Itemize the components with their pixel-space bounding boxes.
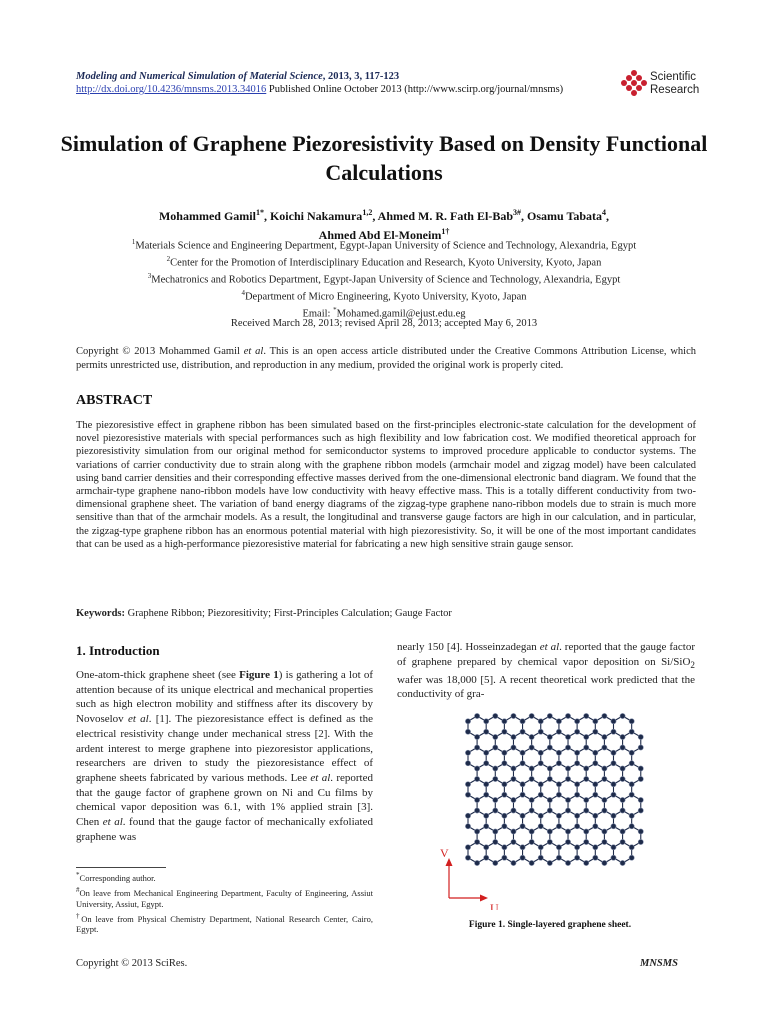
carbon-atom <box>484 855 489 860</box>
carbon-atom <box>556 729 561 734</box>
carbon-atom <box>484 750 489 755</box>
keywords-label: Keywords: <box>76 608 125 619</box>
carbon-atom <box>575 845 580 850</box>
author-list: Mohammed Gamil$^{1*}$, Koichi Nakamura$^{1,2}$, Ahmed M. R. Fath El-Bab$^{3\#}$, Osamu Tabata$^4$, Ahmed Abd El-Moneim$^{1\dagger}$ <box>158 208 610 242</box>
carbon-atom <box>620 745 625 750</box>
carbon-atom <box>602 766 607 771</box>
carbon-atom <box>602 745 607 750</box>
carbon-atom <box>638 808 643 813</box>
carbon-atom <box>529 829 534 834</box>
logo-text-line2: Research <box>650 84 700 96</box>
carbon-atom <box>474 860 479 865</box>
author-affiliation-mark: 3# <box>513 208 521 217</box>
carbon-atom <box>484 719 489 724</box>
carbon-atom <box>529 839 534 844</box>
section-heading-introduction: 1. Introduction <box>76 643 160 658</box>
copyright-notice: Copyright © 2013 Mohammed Gamil et al. This is an open access article distributed under the Creative Commons Attribution License, which permits unrestricted use, distribution, and reproduction in any medium, provided the original work is properly cited. <box>76 346 696 371</box>
carbon-atom <box>484 824 489 829</box>
carbon-atom <box>575 792 580 797</box>
carbon-atom <box>529 797 534 802</box>
carbon-atom <box>529 713 534 718</box>
carbon-atom <box>474 797 479 802</box>
carbon-atom <box>593 792 598 797</box>
carbon-atom <box>556 782 561 787</box>
paper-title: Simulation of Graphene Piezoresistivity Based on Density Functional Calculations <box>60 131 708 185</box>
carbon-atom <box>465 782 470 787</box>
journal-header <box>76 71 399 82</box>
carbon-atom <box>474 734 479 739</box>
u-axis-arrow <box>480 895 488 902</box>
carbon-atom <box>511 797 516 802</box>
carbon-atom <box>620 766 625 771</box>
carbon-atom <box>638 766 643 771</box>
carbon-atom <box>547 745 552 750</box>
carbon-atom <box>465 719 470 724</box>
carbon-atom <box>529 776 534 781</box>
carbon-atom <box>602 713 607 718</box>
logo-dot-icon <box>626 75 632 81</box>
carbon-atom <box>520 761 525 766</box>
carbon-atom <box>629 855 634 860</box>
carbon-atom <box>474 776 479 781</box>
carbon-atom <box>502 782 507 787</box>
carbon-atom <box>584 808 589 813</box>
carbon-atom <box>565 808 570 813</box>
carbon-atom <box>575 761 580 766</box>
carbon-atom <box>465 813 470 818</box>
affiliation-item: $^3$Mechatronics and Robotics Department, Egypt-Japan University of Science and Technology, Alexandria, Egypt <box>147 272 621 286</box>
carbon-atom <box>502 729 507 734</box>
carbon-atom <box>511 829 516 834</box>
carbon-atom <box>556 719 561 724</box>
carbon-atom <box>556 813 561 818</box>
carbon-atom <box>465 855 470 860</box>
carbon-atom <box>465 761 470 766</box>
publication-info: Published Online October 2013 (http://www.scirp.org/journal/mnsms) <box>266 84 564 95</box>
logo-text-line1: Scientific <box>650 71 697 83</box>
author-affiliation-mark: 1† <box>441 227 450 236</box>
carbon-atom <box>538 845 543 850</box>
carbon-atom <box>593 719 598 724</box>
carbon-atom <box>511 860 516 865</box>
carbon-atom <box>575 782 580 787</box>
carbon-atom <box>584 860 589 865</box>
author-affiliation-mark: 1* <box>255 208 264 217</box>
carbon-atom <box>565 797 570 802</box>
carbon-atom <box>575 750 580 755</box>
carbon-atom <box>565 776 570 781</box>
carbon-atom <box>547 713 552 718</box>
carbon-atom <box>493 829 498 834</box>
carbon-atom <box>629 845 634 850</box>
carbon-atom <box>547 839 552 844</box>
carbon-atom <box>502 719 507 724</box>
carbon-atom <box>602 860 607 865</box>
carbon-atom <box>547 766 552 771</box>
carbon-atom <box>511 745 516 750</box>
carbon-atom <box>593 845 598 850</box>
carbon-atom <box>474 766 479 771</box>
author-name: Koichi Nakamura <box>269 209 363 223</box>
carbon-atom <box>584 745 589 750</box>
email-address[interactable]: Mohamed.gamil@ejust.edu.eg <box>336 308 466 320</box>
carbon-atom <box>547 860 552 865</box>
carbon-atom <box>502 855 507 860</box>
carbon-atom <box>638 776 643 781</box>
carbon-atom <box>620 839 625 844</box>
carbon-atom <box>474 745 479 750</box>
carbon-atom <box>611 782 616 787</box>
carbon-atom <box>593 729 598 734</box>
carbon-atom <box>465 824 470 829</box>
carbon-atom <box>484 782 489 787</box>
carbon-atom <box>593 824 598 829</box>
carbon-atom <box>511 766 516 771</box>
carbon-atom <box>575 719 580 724</box>
affiliation-item: $^2$Center for the Promotion of Interdisciplinary Education and Research, Kyoto University, Kyoto, Japan <box>166 255 602 269</box>
carbon-atom <box>493 713 498 718</box>
abstract-text: The piezoresistive effect in graphene ribbon has been simulated based on the first-principles electronic-state calculation for the development of novel piezoresistive materials with special performances such as high flexibility and low fabrication cost. We modified theoretical approach for piezoresistivity simulation from our original method for semiconductor systems to improved procedure applicable to conductor systems. The variations of carrier conductivity due to strain along with the graphene ribbon models (armchair model and zigzag model) have been calculated using band carrier densities and their corresponding effective masses derived from the one-dimensional electronic band diagram. We found that the armchair-type graphene nano-ribbon models have low conductivity with heavy effective mass. This is a totally different conductivity from two-dimensional graphene sheet. The variation of band energy diagrams of the zigzag-type graphene nano-ribbon models due to strain is much more sensitive than that of the armchair models. As a result, the longitudinal and transverse gauge factors are high in our calculation, and in particular, the zigzag-type graphene ribbon has an enormous potential material with high piezoresistivity. So, it will be one of the most important candidates that can be used as a high-performance piezoresistive material for fabricating a new high sensitive strain gauge sensor. <box>76 420 696 550</box>
carbon-atom <box>520 729 525 734</box>
carbon-atom <box>629 782 634 787</box>
graphene-lattice <box>440 700 700 910</box>
affiliation-item: $^1$Materials Science and Engineering Department, Egypt-Japan University of Science and Technology, Alexandria, Egypt <box>131 238 637 252</box>
carbon-atom <box>465 792 470 797</box>
carbon-atom <box>502 813 507 818</box>
logo-dot-icon <box>636 75 642 81</box>
carbon-atom <box>611 729 616 734</box>
carbon-atom <box>520 782 525 787</box>
carbon-atom <box>584 829 589 834</box>
carbon-atom <box>584 734 589 739</box>
carbon-atom <box>593 855 598 860</box>
carbon-atom <box>502 824 507 829</box>
author-name: Ahmed M. R. Fath El-Bab <box>377 209 513 223</box>
logo-dot-icon <box>636 85 642 91</box>
journal-volume: , 2013, 3, 117-123 <box>322 71 400 82</box>
logo-dot-icon <box>626 85 632 91</box>
carbon-atom <box>575 824 580 829</box>
carbon-atom <box>493 776 498 781</box>
carbon-atom <box>602 734 607 739</box>
carbon-atom <box>611 855 616 860</box>
u-axis-label: U <box>490 901 499 910</box>
carbon-atom <box>638 829 643 834</box>
carbon-atom <box>556 761 561 766</box>
carbon-atom <box>511 808 516 813</box>
abstract-heading: ABSTRACT <box>76 393 153 408</box>
author-affiliation-mark: 1,2 <box>362 208 373 217</box>
carbon-atom <box>493 839 498 844</box>
carbon-atom <box>565 860 570 865</box>
footnotes <box>76 870 373 936</box>
carbon-atom <box>620 808 625 813</box>
carbon-atom <box>565 766 570 771</box>
carbon-atom <box>465 845 470 850</box>
footnote-divider <box>76 867 166 868</box>
author-name: Osamu Tabata <box>527 209 603 223</box>
carbon-atom <box>511 734 516 739</box>
carbon-atom <box>493 745 498 750</box>
carbon-atom <box>575 813 580 818</box>
carbon-atom <box>538 792 543 797</box>
carbon-atom <box>602 829 607 834</box>
carbon-atom <box>547 734 552 739</box>
carbon-atom <box>520 824 525 829</box>
carbon-atom <box>584 766 589 771</box>
carbon-atom <box>511 776 516 781</box>
carbon-atom <box>520 813 525 818</box>
carbon-atom <box>638 797 643 802</box>
carbon-atom <box>584 713 589 718</box>
carbon-atom <box>611 761 616 766</box>
intro-left-column: One-atom-thick graphene sheet (see Figure 1) is gathering a lot of attention because of its unique electrical and mechanical properties such as high electron mobility and stiffness after its discovery by Novoselov et al. [1]. The piezoresistance effect is defined as the electrical resistivity change under mechanical stress [2]. With the ardent interest to merge graphene into piezoresistor applications, researchers are driven to study the piezoresistance effect of graphene sheets fabricated by various methods. Lee et al. reported that the gauge factor of graphene grown on Ni and Cu films by chemical vapor deposition was 6.1, with 1% applied strain [3]. Chen et al. found that the gauge factor of mechanically exfoliated graphene was <box>76 669 373 843</box>
received-dates: Received March 28, 2013; revised April 28, 2013; accepted May 6, 2013 <box>230 318 538 329</box>
carbon-atom <box>538 729 543 734</box>
carbon-atom <box>520 750 525 755</box>
carbon-atom <box>511 839 516 844</box>
keywords <box>76 608 696 619</box>
carbon-atom <box>611 750 616 755</box>
carbon-atom <box>638 839 643 844</box>
author-name: Mohammed Gamil <box>158 209 256 223</box>
carbon-atom <box>529 766 534 771</box>
carbon-atom <box>493 766 498 771</box>
carbon-atom <box>538 782 543 787</box>
carbon-atom <box>538 761 543 766</box>
carbon-atom <box>474 713 479 718</box>
carbon-atom <box>538 855 543 860</box>
carbon-atom <box>602 776 607 781</box>
carbon-atom <box>556 792 561 797</box>
carbon-atom <box>620 713 625 718</box>
carbon-atom <box>484 845 489 850</box>
carbon-atom <box>474 829 479 834</box>
carbon-atom <box>611 845 616 850</box>
keywords-list: Graphene Ribbon; Piezoresitivity; First-Principles Calculation; Gauge Factor <box>125 608 452 619</box>
carbon-atom <box>529 734 534 739</box>
carbon-atom <box>493 860 498 865</box>
carbon-atom <box>584 776 589 781</box>
carbon-atom <box>556 855 561 860</box>
carbon-atom <box>556 750 561 755</box>
carbon-atom <box>474 808 479 813</box>
carbon-atom <box>502 761 507 766</box>
logo-dot-icon <box>621 80 627 86</box>
carbon-atom <box>602 808 607 813</box>
carbon-atom <box>629 729 634 734</box>
carbon-atom <box>502 845 507 850</box>
carbon-atom <box>538 824 543 829</box>
carbon-atom <box>575 729 580 734</box>
carbon-atom <box>611 719 616 724</box>
carbon-atom <box>629 761 634 766</box>
footnote: #On leave from Mechanical Engineering Department, Faculty of Engineering, Assiut University, Assiut, Egypt. <box>76 885 373 909</box>
carbon-atom <box>602 839 607 844</box>
carbon-atom <box>520 845 525 850</box>
carbon-atom <box>529 808 534 813</box>
carbon-atom <box>611 792 616 797</box>
doi-link[interactable]: http://dx.doi.org/10.4236/mnsms.2013.34016 <box>76 84 267 95</box>
carbon-atom <box>629 813 634 818</box>
carbon-atom <box>638 745 643 750</box>
carbon-atom <box>602 797 607 802</box>
carbon-atom <box>620 734 625 739</box>
carbon-atom <box>620 776 625 781</box>
carbon-atom <box>520 719 525 724</box>
publisher-logo[interactable] <box>620 70 710 100</box>
carbon-atom <box>493 797 498 802</box>
logo-dot-icon <box>631 80 637 86</box>
carbon-atom <box>529 860 534 865</box>
carbon-atom <box>593 782 598 787</box>
affiliation-item: $^4$Department of Micro Engineering, Kyoto University, Kyoto, Japan <box>241 289 527 303</box>
footnote: †On leave from Physical Chemistry Department, National Research Center, Cairo, Egypt. <box>76 911 373 935</box>
v-axis-label: V <box>440 846 449 860</box>
intro-right-column: nearly 150 [4]. Hosseinzadegan et al. reported that the gauge factor of graphene prepared by chemical vapor deposition on Si/SiO$_2$ wafer was 18,000 [5]. A recent theoretical work predicted that the conductivity of gra- <box>397 641 695 701</box>
footer-journal-abbrev: MNSMS <box>640 958 678 969</box>
carbon-atom <box>629 792 634 797</box>
author-name: Ahmed Abd El-Moneim <box>318 228 442 242</box>
carbon-atom <box>484 761 489 766</box>
carbon-atom <box>465 750 470 755</box>
carbon-atom <box>565 839 570 844</box>
carbon-atom <box>529 745 534 750</box>
carbon-atom <box>511 713 516 718</box>
carbon-atom <box>593 761 598 766</box>
carbon-atom <box>538 750 543 755</box>
carbon-atom <box>556 845 561 850</box>
logo-dot-icon <box>641 80 647 86</box>
affiliation-list <box>60 236 708 321</box>
carbon-atom <box>493 734 498 739</box>
logo-dot-icon <box>631 90 637 96</box>
email-line: Email: *Mohamed.gamil@ejust.edu.eg <box>302 306 466 320</box>
carbon-atom <box>620 797 625 802</box>
carbon-atom <box>502 750 507 755</box>
carbon-atom <box>547 829 552 834</box>
carbon-atom <box>520 792 525 797</box>
footnote: *Corresponding author. <box>76 871 156 883</box>
carbon-atom <box>538 813 543 818</box>
carbon-atom <box>484 729 489 734</box>
carbon-atom <box>502 792 507 797</box>
carbon-atom <box>575 855 580 860</box>
carbon-atom <box>484 813 489 818</box>
carbon-atom <box>629 719 634 724</box>
carbon-atom <box>611 824 616 829</box>
carbon-atom <box>520 855 525 860</box>
logo-dot-icon <box>631 70 637 76</box>
carbon-atom <box>620 829 625 834</box>
carbon-atom <box>638 734 643 739</box>
carbon-atom <box>593 750 598 755</box>
graphene-figure <box>440 700 700 910</box>
carbon-atom <box>465 729 470 734</box>
carbon-atom <box>629 824 634 829</box>
carbon-atom <box>547 808 552 813</box>
carbon-atom <box>611 813 616 818</box>
carbon-atom <box>584 797 589 802</box>
author-affiliation-mark: 4 <box>602 208 607 217</box>
doi-line <box>76 84 563 95</box>
carbon-atom <box>565 713 570 718</box>
carbon-atom <box>565 734 570 739</box>
figure-caption: Figure 1. Single-layered graphene sheet. <box>468 920 632 930</box>
carbon-atom <box>547 797 552 802</box>
journal-name: Modeling and Numerical Simulation of Material Science <box>76 71 323 82</box>
carbon-atom <box>584 839 589 844</box>
carbon-atom <box>484 792 489 797</box>
carbon-atom <box>474 839 479 844</box>
carbon-atom <box>565 829 570 834</box>
carbon-atom <box>556 824 561 829</box>
carbon-atom <box>629 750 634 755</box>
carbon-atom <box>547 776 552 781</box>
footer-copyright: Copyright © 2013 SciRes. <box>76 958 188 969</box>
carbon-atom <box>620 860 625 865</box>
scientific-research-logo-icon <box>620 70 648 98</box>
figure-reference[interactable]: Figure 1 <box>239 669 279 681</box>
carbon-atom <box>565 745 570 750</box>
carbon-atom <box>593 813 598 818</box>
carbon-atom <box>538 719 543 724</box>
carbon-atom <box>493 808 498 813</box>
